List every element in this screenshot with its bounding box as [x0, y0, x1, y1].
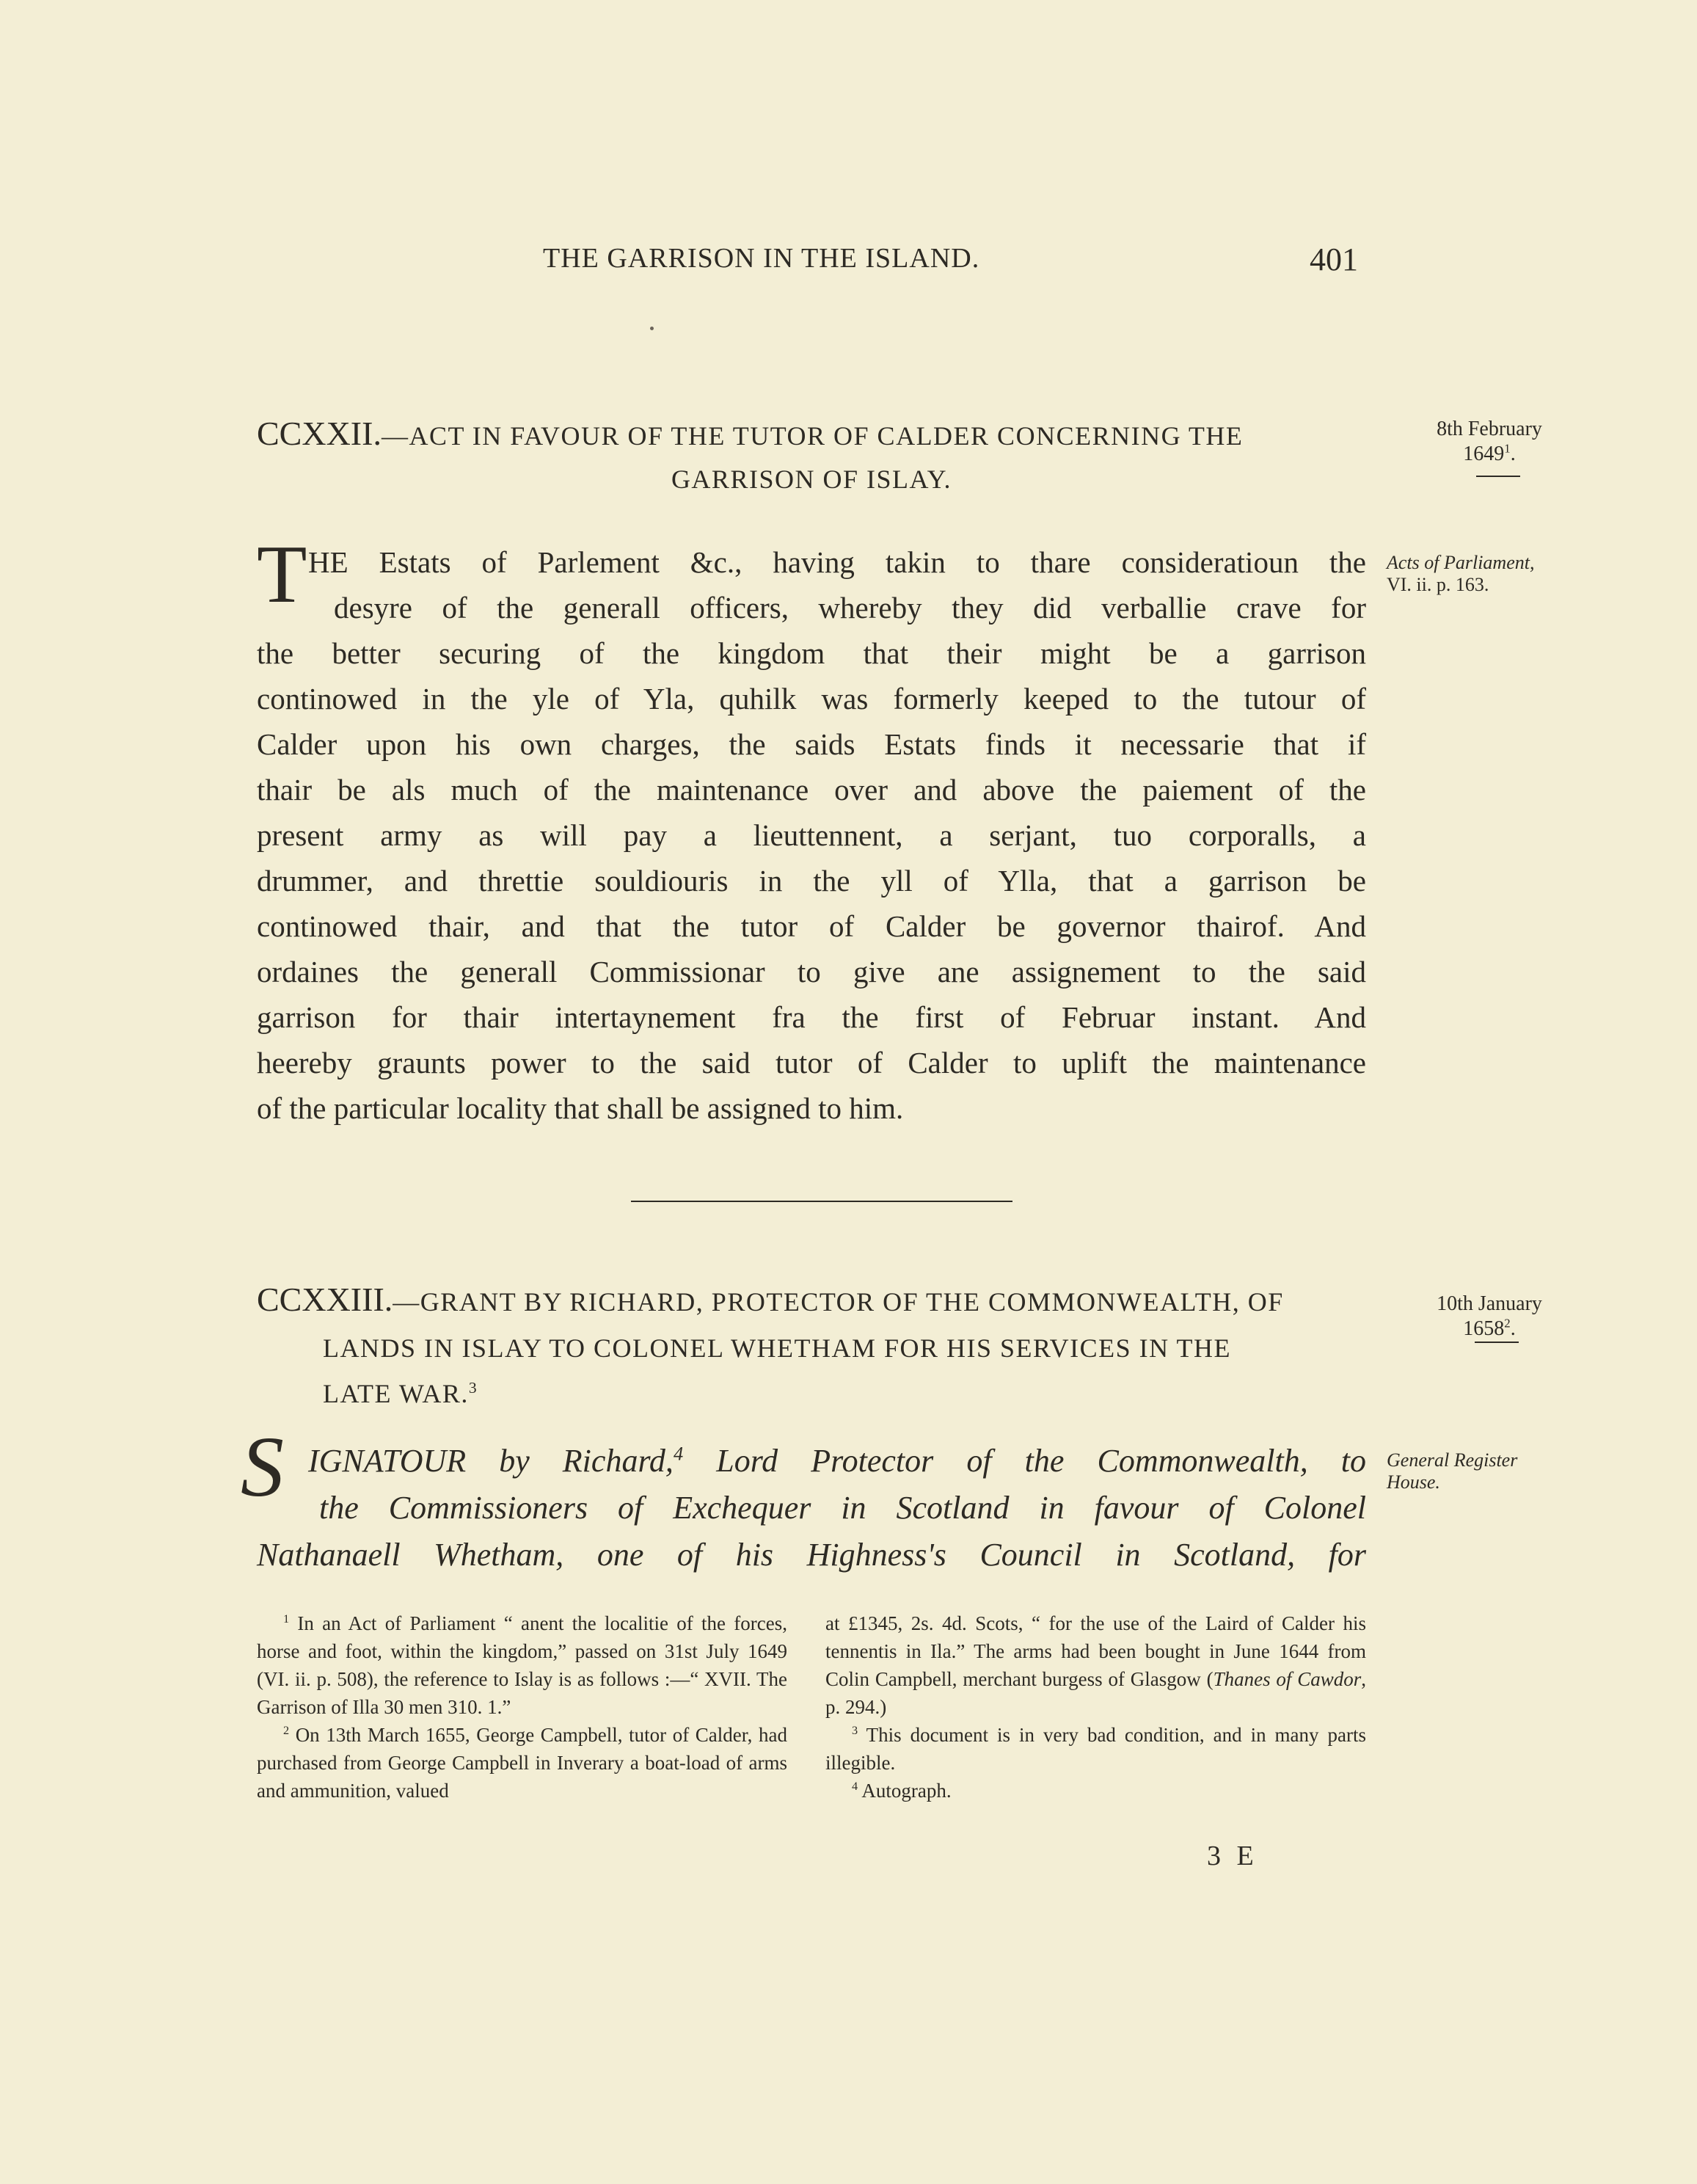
- footnote-3-mark: 3: [852, 1724, 858, 1737]
- footnote-2: [257, 1721, 787, 1805]
- doc2-year: 1658$^2$.: [1463, 1316, 1516, 1340]
- doc1-heading-line1: [257, 411, 1366, 459]
- doc2-date-rule: [1475, 1342, 1519, 1343]
- footnotes-column-2: [825, 1609, 1366, 1805]
- footnote-2-mark: 2: [283, 1724, 290, 1737]
- doc1-year: 1649$^1$.: [1463, 441, 1516, 465]
- doc2-heading-text3: LATE WAR.: [323, 1379, 469, 1408]
- doc1-year-note: 1: [1504, 441, 1511, 456]
- doc1-numeral: CCXXII.: [257, 415, 382, 452]
- footnote-1-text: In an Act of Parliament “ anent the localitie of the forces, horse and foot, within the kingdom,” passed on 31st July 1649 (VI. ii. p. 508), the reference to Islay is as follows :—“ XVII. The Garrison of Illa 30 men 310. 1.”: [257, 1612, 788, 1718]
- footnote-3-text: This document is in very bad condition, and in many parts illegible.: [825, 1724, 1367, 1774]
- doc2-source: General Register: [1387, 1449, 1518, 1471]
- signature-mark: 3 E: [1207, 1841, 1258, 1871]
- doc1-line-7: present army as will pay a lieuttennent, a serjant, tuo corporalls, a: [257, 818, 1366, 852]
- doc1-year-value: 1649: [1463, 443, 1505, 465]
- doc1-source-ref: VI. ii. p. 163.: [1387, 574, 1489, 595]
- doc2-heading-text1: —GRANT BY RICHARD, PROTECTOR OF THE COMMONWEALTH, OF: [393, 1287, 1284, 1317]
- doc2-date-text: 10th January: [1437, 1292, 1542, 1315]
- doc2-heading-line1: [257, 1277, 1366, 1325]
- footnotes-column-1: [257, 1609, 787, 1805]
- doc2-heading-line3: [323, 1371, 1366, 1416]
- ink-speck: [650, 327, 654, 330]
- doc1-source-note: [1387, 552, 1607, 596]
- doc2-date: [1398, 1292, 1581, 1342]
- footnote-2-continued: [825, 1609, 1366, 1721]
- doc1-date-rule: [1476, 476, 1520, 477]
- doc2-heading-line2: LANDS IN ISLAY TO COLONEL WHETHAM FOR HIS SERVICES IN THE: [323, 1333, 1231, 1363]
- doc1-line-4: continowed in the yle of Yla, quhilk was formerly keeped to the tutour of: [257, 682, 1366, 716]
- doc1-line-3: the better securing of the kingdom that their might be a garrison: [257, 636, 1366, 670]
- doc2-source-ref: House.: [1387, 1471, 1440, 1493]
- footnote-3: [825, 1721, 1366, 1777]
- footnote-2-cont-post: , p. 294.): [825, 1668, 1366, 1718]
- doc2-heading-note: 3: [468, 1379, 478, 1397]
- doc2-drop-cap: S: [241, 1419, 284, 1515]
- doc1-line-11: garrison for thair intertaynement fra the first of Februar instant. And: [257, 1000, 1366, 1034]
- footnote-4-text: Autograph.: [861, 1780, 952, 1802]
- footnote-4: [825, 1777, 1366, 1805]
- doc2-line-2: the Commissioners of Exchequer in Scotland in favour of Colonel: [319, 1490, 1366, 1526]
- doc1-drop-cap: T: [257, 529, 307, 620]
- doc1-line-13: of the particular locality that shall be assigned to him.: [257, 1091, 904, 1125]
- doc1-heading-text1: —ACT IN FAVOUR OF THE TUTOR OF CALDER CONCERNING THE: [381, 421, 1244, 451]
- page-number: 401: [1310, 241, 1358, 277]
- footnote-4-mark: 4: [852, 1780, 858, 1793]
- doc1-heading-line2: GARRISON OF ISLAY.: [671, 465, 952, 494]
- doc2-line1-note: 4: [673, 1442, 684, 1465]
- footnote-2-text: On 13th March 1655, George Campbell, tutor of Calder, had purchased from George Campbell in Inverary a boat-load of arms and ammunition, valued: [257, 1724, 787, 1802]
- doc2-year-value: 1658: [1463, 1317, 1505, 1340]
- doc1-line-8: drummer, and threttie souldiouris in the yll of Ylla, that a garrison be: [257, 864, 1366, 898]
- doc1-date-text: 8th February: [1437, 418, 1542, 440]
- doc1-line-10: ordaines the generall Commissionar to give ane assignement to the said: [257, 955, 1366, 989]
- doc2-line1-post: Lord Protector of the Commonwealth, to: [683, 1443, 1366, 1479]
- doc2-source-note: [1387, 1449, 1607, 1493]
- doc2-line-1: [308, 1438, 1366, 1484]
- doc2-line1-pre: IGNATOUR by Richard,: [308, 1443, 674, 1479]
- section-divider: [631, 1201, 1012, 1202]
- doc1-date: [1398, 417, 1581, 467]
- doc2-year-note: 2: [1504, 1316, 1511, 1331]
- doc1-line-1: HE Estats of Parlement &c., having takin to thare consideratioun the: [308, 545, 1366, 579]
- running-title: THE GARRISON IN THE ISLAND.: [543, 243, 980, 274]
- footnote-2-cont-italic: Thanes of Cawdor: [1213, 1668, 1362, 1690]
- footnote-2-cont-pre: at £1345, 2s. 4d. Scots, “ for the use of the Laird of Calder his tennentis in Ila.” The arms had been bought in June 1644 from Colin Campbell, merchant burgess of Glasgow (: [825, 1612, 1366, 1690]
- doc1-line-2: desyre of the generall officers, whereby they did verballie crave for: [334, 591, 1366, 625]
- footnote-1: [257, 1609, 787, 1721]
- doc1-line-12: heereby graunts power to the said tutor of Calder to uplift the maintenance: [257, 1046, 1366, 1080]
- doc1-line-6: thair be als much of the maintenance over and above the paiement of the: [257, 773, 1366, 807]
- doc1-line-5: Calder upon his own charges, the saids Estats finds it necessarie that if: [257, 727, 1366, 761]
- footnote-1-mark: 1: [283, 1612, 290, 1626]
- doc1-line-9: continowed thair, and that the tutor of Calder be governor thairof. And: [257, 909, 1366, 943]
- doc1-source: Acts of Parliament,: [1387, 552, 1535, 573]
- doc2-numeral: CCXXIII.: [257, 1281, 393, 1318]
- doc2-line-3: Nathanaell Whetham, one of his Highness's Council in Scotland, for: [257, 1537, 1366, 1573]
